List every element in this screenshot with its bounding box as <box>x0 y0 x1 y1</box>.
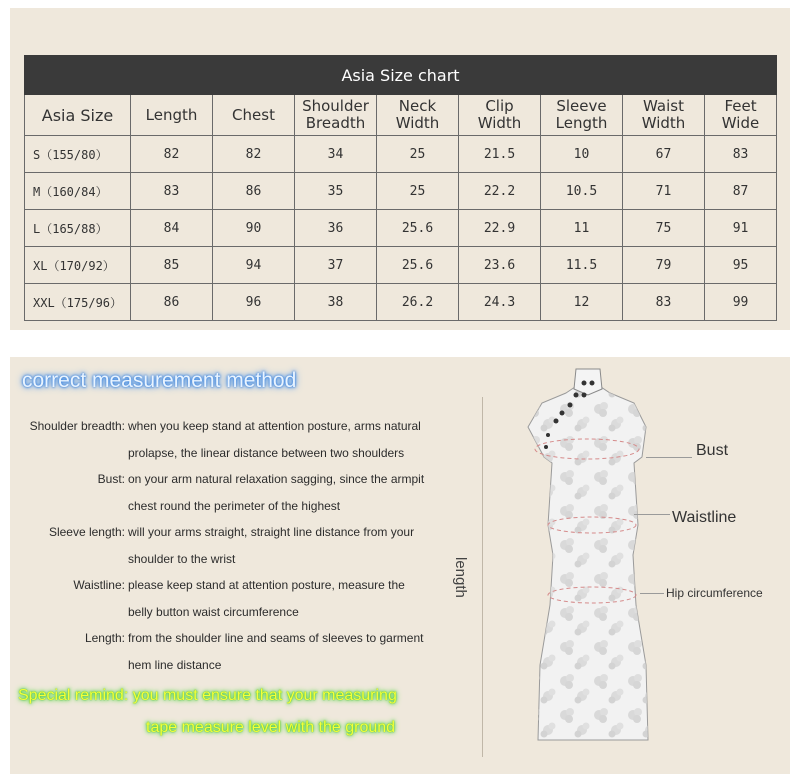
value-cell: 25.6 <box>377 210 459 247</box>
size-chart-body <box>25 136 777 321</box>
column-header-text: Clip <box>485 97 514 115</box>
column-header-text: Breadth <box>305 114 366 132</box>
column-header-text: Length <box>555 114 608 132</box>
size-chart-header-row <box>25 95 777 136</box>
size-chart-table <box>24 55 777 321</box>
column-header-text: Asia Size <box>41 105 114 125</box>
value-cell: 10.5 <box>541 173 623 210</box>
value-cell: 25 <box>377 173 459 210</box>
value-cell: 90 <box>213 210 295 247</box>
value-cell: 82 <box>131 136 213 173</box>
waist-leader-line <box>634 514 670 515</box>
column-header-text: Length <box>145 105 198 124</box>
measurement-text: will your arms straight, straight line distance from your <box>128 525 415 539</box>
value-cell: 10 <box>541 136 623 173</box>
column-header-text: Width <box>395 114 440 132</box>
value-cell: 25.6 <box>377 247 459 284</box>
table-row <box>25 247 777 284</box>
value-cell: 11 <box>541 210 623 247</box>
hip-leader-line <box>640 593 664 594</box>
value-cell: 34 <box>295 136 377 173</box>
measurement-text: hem line distance <box>128 657 222 672</box>
column-header <box>295 95 377 136</box>
hip-circumference-label: Hip circumference <box>666 586 763 600</box>
size-cell: L（165/88） <box>25 210 131 247</box>
waistline-label: Waistline <box>672 509 737 526</box>
value-cell: 86 <box>131 284 213 321</box>
value-cell: 86 <box>213 173 295 210</box>
value-cell: 12 <box>541 284 623 321</box>
measurement-panel <box>10 357 790 774</box>
measurement-text: when you keep stand at attention posture, arms natural <box>128 419 421 433</box>
column-header-text: Sleeve <box>556 97 607 115</box>
measurement-text: please keep stand at attention posture, measure the <box>128 578 405 592</box>
measurement-label: Length: <box>84 631 125 645</box>
column-header-text: Width <box>477 114 522 132</box>
value-cell: 67 <box>623 136 705 173</box>
measurement-label: Waistline: <box>73 578 125 592</box>
measurement-text: belly button waist circumference <box>128 604 299 619</box>
table-row <box>25 136 777 173</box>
table-row <box>25 210 777 247</box>
value-cell: 22.9 <box>459 210 541 247</box>
value-cell: 85 <box>131 247 213 284</box>
column-header <box>131 95 213 136</box>
column-header-text: Wide <box>721 114 760 132</box>
value-cell: 87 <box>705 173 777 210</box>
qipao-dress-illustration <box>488 365 678 765</box>
bust-leader-line <box>646 457 692 458</box>
size-chart-title: Asia Size chart <box>25 56 777 95</box>
column-header <box>25 95 131 136</box>
special-remind-line-1: Special remind: you must ensure that your measuring <box>18 687 397 704</box>
value-cell: 95 <box>705 247 777 284</box>
value-cell: 37 <box>295 247 377 284</box>
value-cell: 25 <box>377 136 459 173</box>
value-cell: 36 <box>295 210 377 247</box>
value-cell: 91 <box>705 210 777 247</box>
value-cell: 21.5 <box>459 136 541 173</box>
size-cell: XXL（175/96） <box>25 284 131 321</box>
measurement-label: Sleeve length: <box>48 525 125 539</box>
measurement-method-title: correct measurement method <box>22 369 297 392</box>
measurement-text: from the shoulder line and seams of sleeves to garment <box>128 631 424 645</box>
length-label: length <box>452 557 469 598</box>
column-header-text: Feet <box>724 97 757 115</box>
measurement-text: on your arm natural relaxation sagging, since the armpit <box>128 472 425 486</box>
measurement-text: chest round the perimeter of the highest <box>128 498 341 513</box>
value-cell: 82 <box>213 136 295 173</box>
value-cell: 71 <box>623 173 705 210</box>
column-header <box>623 95 705 136</box>
size-cell: XL（170/92） <box>25 247 131 284</box>
value-cell: 22.2 <box>459 173 541 210</box>
column-header-text: Width <box>641 114 686 132</box>
table-row <box>25 173 777 210</box>
table-row <box>25 284 777 321</box>
value-cell: 99 <box>705 284 777 321</box>
measurement-label: Shoulder breadth: <box>29 419 125 433</box>
value-cell: 11.5 <box>541 247 623 284</box>
value-cell: 96 <box>213 284 295 321</box>
column-header-text: Neck <box>398 97 437 115</box>
length-guide-line <box>482 397 483 757</box>
column-header <box>541 95 623 136</box>
dress-collar <box>574 369 602 395</box>
special-remind-line-2: tape measure level with the ground <box>146 719 396 736</box>
value-cell: 26.2 <box>377 284 459 321</box>
value-cell: 23.6 <box>459 247 541 284</box>
value-cell: 38 <box>295 284 377 321</box>
column-header <box>705 95 777 136</box>
value-cell: 79 <box>623 247 705 284</box>
value-cell: 83 <box>623 284 705 321</box>
column-header-text: Chest <box>232 105 275 124</box>
value-cell: 75 <box>623 210 705 247</box>
column-header <box>459 95 541 136</box>
size-cell: M（160/84） <box>25 173 131 210</box>
size-chart-panel <box>10 8 790 330</box>
column-header <box>377 95 459 136</box>
measurement-text: prolapse, the linear distance between two shoulders <box>128 445 405 460</box>
value-cell: 83 <box>131 173 213 210</box>
column-header-text: Shoulder <box>302 97 369 115</box>
value-cell: 84 <box>131 210 213 247</box>
measurement-text: shoulder to the wrist <box>128 551 236 566</box>
value-cell: 24.3 <box>459 284 541 321</box>
size-cell: S（155/80） <box>25 136 131 173</box>
column-header <box>213 95 295 136</box>
value-cell: 94 <box>213 247 295 284</box>
bust-label: Bust <box>696 442 729 459</box>
column-header-text: Waist <box>643 97 684 115</box>
value-cell: 83 <box>705 136 777 173</box>
measurement-label: Bust: <box>97 472 125 486</box>
value-cell: 35 <box>295 173 377 210</box>
